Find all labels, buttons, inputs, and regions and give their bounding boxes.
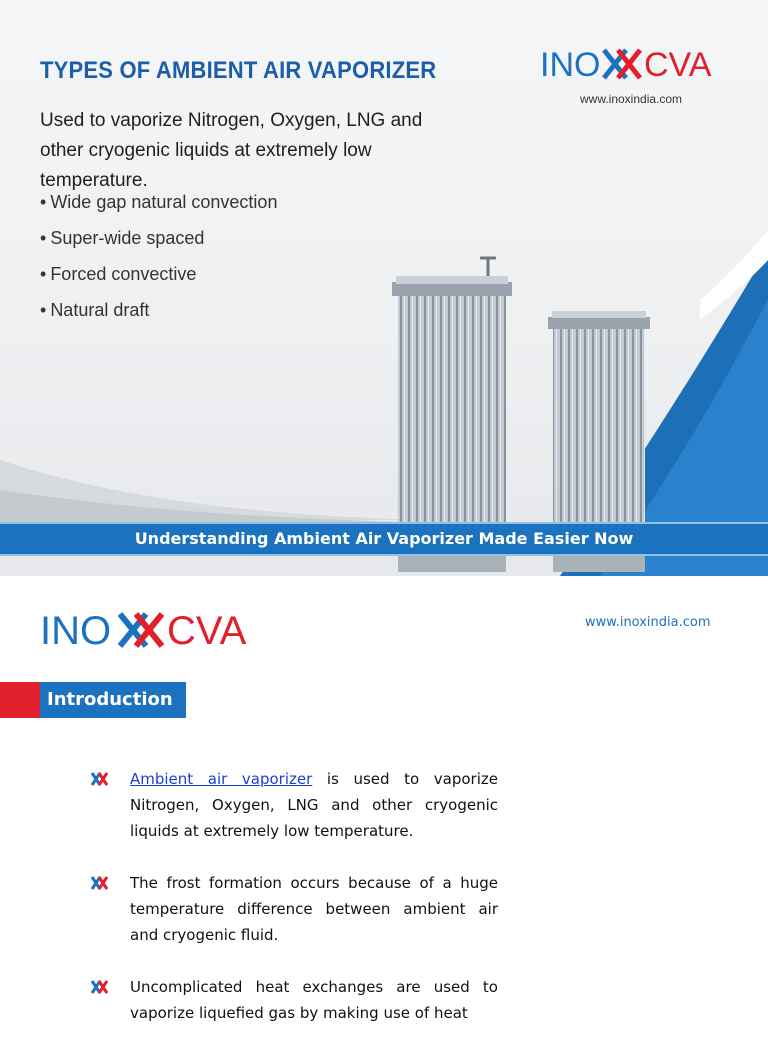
x-mark-icon — [90, 979, 110, 995]
section-title: Introduction — [40, 682, 186, 718]
list-item: • Wide gap natural convection — [40, 192, 278, 212]
intro-list — [90, 766, 498, 1052]
logo-text-left: INO — [540, 46, 601, 84]
double-x-logo-icon — [604, 50, 640, 78]
tagline-banner: Understanding Ambient Air Vaporizer Made Easier Now — [0, 522, 768, 556]
slide-title: TYPES OF AMBIENT AIR VAPORIZER — [40, 56, 437, 84]
website-url[interactable]: www.inoxindia.com — [585, 615, 711, 630]
vaporizer-types-list — [40, 188, 277, 332]
slide-2 — [0, 576, 768, 1024]
logo-text-right: CVA — [167, 609, 247, 650]
inoxcva-logo — [540, 44, 730, 88]
logo-text-right: CVA — [644, 46, 712, 84]
section-accent-bar — [0, 682, 40, 718]
list-item: Uncomplicated heat exchanges are used to vaporize liquefied gas by making use of heat — [90, 974, 498, 1026]
website-url[interactable]: www.inoxindia.com — [580, 92, 683, 106]
x-mark-icon — [90, 875, 110, 891]
list-item: The frost formation occurs because of a huge temperature difference between ambient air and cryogenic fluid. — [90, 870, 498, 948]
list-item: • Forced convective — [40, 264, 197, 284]
list-item: • Natural draft — [40, 300, 150, 320]
inoxcva-logo — [40, 606, 300, 654]
double-x-logo-icon — [120, 614, 162, 646]
slide-subtitle: Used to vaporize Nitrogen, Oxygen, LNG and other cryogenic liquids at extremely low temperature. — [40, 110, 423, 191]
logo-text-left: INO — [40, 609, 112, 650]
x-mark-icon — [90, 771, 110, 787]
list-item: Ambient air vaporizer is used to vaporize Nitrogen, Oxygen, LNG and other cryogenic liquids at extremely low temperature. — [90, 766, 498, 844]
list-item: • Super-wide spaced — [40, 228, 205, 248]
ambient-air-vaporizer-link[interactable]: Ambient air vaporizer — [130, 770, 313, 788]
